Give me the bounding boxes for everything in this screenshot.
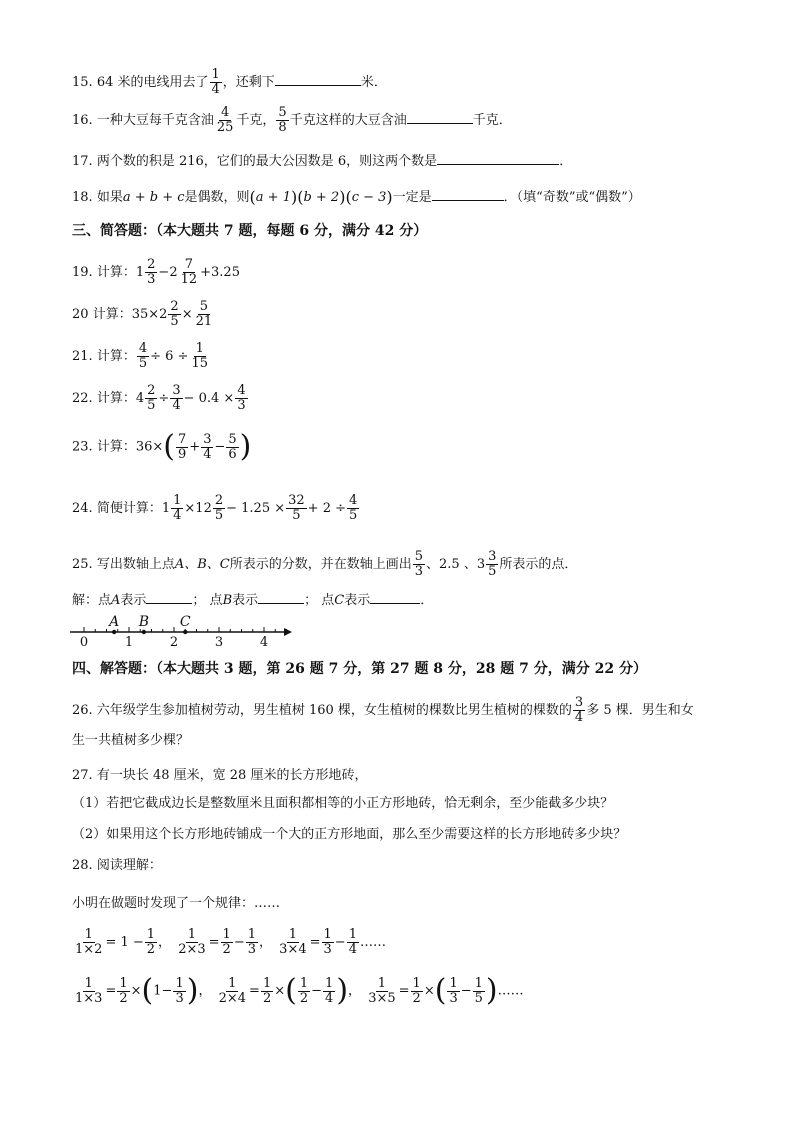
number-line-arrow	[284, 628, 292, 636]
point-b	[142, 630, 146, 634]
question-20: 20 计算：35×2 $\frac{2}{5}$ × $\frac{5}{21}$	[72, 299, 213, 329]
answer-blank[interactable]	[432, 186, 504, 201]
question-27-part-2: （2）如果用这个长方形地砖铺成一个大的正方形地面，那么至少需要这样的长方形地砖多少块？	[72, 827, 627, 842]
question-25: 25. 写出数轴上点A、B、C所表示的分数，并在数轴上画出 $\frac{5}{3}$ 、2.5 、3 $\frac{3}{5}$ 所表示的点．	[72, 549, 578, 579]
point-a	[112, 630, 116, 634]
section-heading-4: 四、解答题：（本大题共 3 题，第 26 题 7 分，第 27 题 8 分，28 题 7 分，满分 22 分）	[72, 661, 648, 677]
fraction: $\frac{1}{4}$	[211, 67, 220, 97]
question-27: 27. 有一块长 48 厘米，宽 28 厘米的长方形地砖，	[72, 768, 368, 783]
question-18: 18. 如果a + b + c是偶数，则(a + 1)(b + 2)(c − 3)一定是 ．（填“奇数”或“偶数”）	[72, 187, 641, 207]
question-22: 22. 计算：4 $\frac{2}{5}$ ÷ $\frac{3}{4}$ − 0.4 × $\frac{4}{3}$	[72, 383, 246, 413]
tick-label: 3	[214, 635, 224, 650]
point-label-c: C	[179, 614, 191, 630]
question-15: 15. 64 米的电线用去了 $\frac{1}{4}$ ，还剩下 米．	[72, 67, 387, 97]
question-27-part-1: （1）若把它截成边长是整数厘米且面积都相等的小正方形地砖，恰无剩余，至少能截多少块？	[72, 796, 614, 811]
question-26: 26. 六年级学生参加植树劳动，男生植树 160 棵，女生植树的棵数比男生植树的棵数的 $\frac{3}{4}$ 多 5 棵．男生和女	[72, 695, 694, 725]
answer-blank[interactable]	[437, 150, 559, 165]
answer-blank-c[interactable]	[370, 589, 420, 604]
tick-label: 0	[79, 635, 89, 650]
question-28-intro: 小明在做题时发现了一个规律：……	[72, 896, 281, 911]
question-19: 19. 计算：1 $\frac{2}{3}$ −2 $\frac{7}{12}$ +3.25	[72, 257, 240, 287]
question-28: 28. 阅读理解：	[72, 858, 162, 873]
answer-blank-b[interactable]	[258, 589, 304, 604]
tick-label: 4	[259, 635, 269, 650]
question-16: 16. 一种大豆每千克含油 $\frac{4}{25}$ 千克， $\frac{5}{8}$ 千克这样的大豆含油 千克．	[72, 105, 512, 135]
rule-line-1: $\frac{1}{1\times 2}$ = 1 − $\frac{1}{2}$ ， $\frac{1}{2\times 3}$ = $\frac{1}{2}$ − $\frac{1}{3}$ ， $\frac{1}{3\times 4}$ = $\frac{1}{3}$ − $\frac{1}{4}$ ……	[75, 927, 386, 957]
question-21: 21. 计算： $\frac{4}{5}$ ÷ 6 ÷ $\frac{1}{15}$	[72, 341, 208, 371]
fraction: $\frac{5}{8}$	[278, 105, 287, 135]
point-c	[183, 630, 187, 634]
point-label-a: A	[109, 614, 120, 630]
number-line	[66, 614, 306, 654]
tick-label: 1	[124, 635, 134, 650]
tick-label: 2	[169, 635, 179, 650]
question-24: 24. 简便计算：1 $\frac{1}{4}$ ×12 $\frac{2}{5}$ − 1.25 × $\frac{32}{5}$ + 2 ÷ $\frac{4}{5}$	[72, 493, 358, 523]
rule-line-2: $\frac{1}{1\times 3}$ = $\frac{1}{2}$ ×(1− $\frac{1}{3}$ )， $\frac{1}{2\times 4}$ = $\frac{1}{2}$ ×( $\frac{1}{2}$ − $\frac{1}{4}$ )， $\frac{1}{3\times 5}$ = $\frac{1}{2}$ ×( $\frac{1}{3}$ − $\frac{1}{5}$ )……	[75, 973, 524, 1008]
point-label-b: B	[138, 614, 149, 630]
fraction: $\frac{4}{25}$	[216, 105, 234, 135]
question-17: 17. 两个数的积是 216，它们的最大公因数是 6，则这两个数是 ．	[72, 150, 572, 171]
question-25-answer: 解：点A表示 ； 点B表示 ； 点C表示 ．	[72, 589, 433, 610]
answer-blank[interactable]	[407, 109, 473, 124]
question-26-line-2: 生一共植树多少棵？	[72, 733, 190, 748]
answer-blank[interactable]	[275, 71, 361, 86]
answer-blank-a[interactable]	[146, 589, 192, 604]
question-23: 23. 计算：36×( $\frac{7}{9}$ + $\frac{3}{4}$ − $\frac{5}{6}$ )	[72, 429, 252, 464]
section-heading-3: 三、简答题：（本大题共 7 题，每题 6 分，满分 42 分）	[72, 223, 428, 239]
